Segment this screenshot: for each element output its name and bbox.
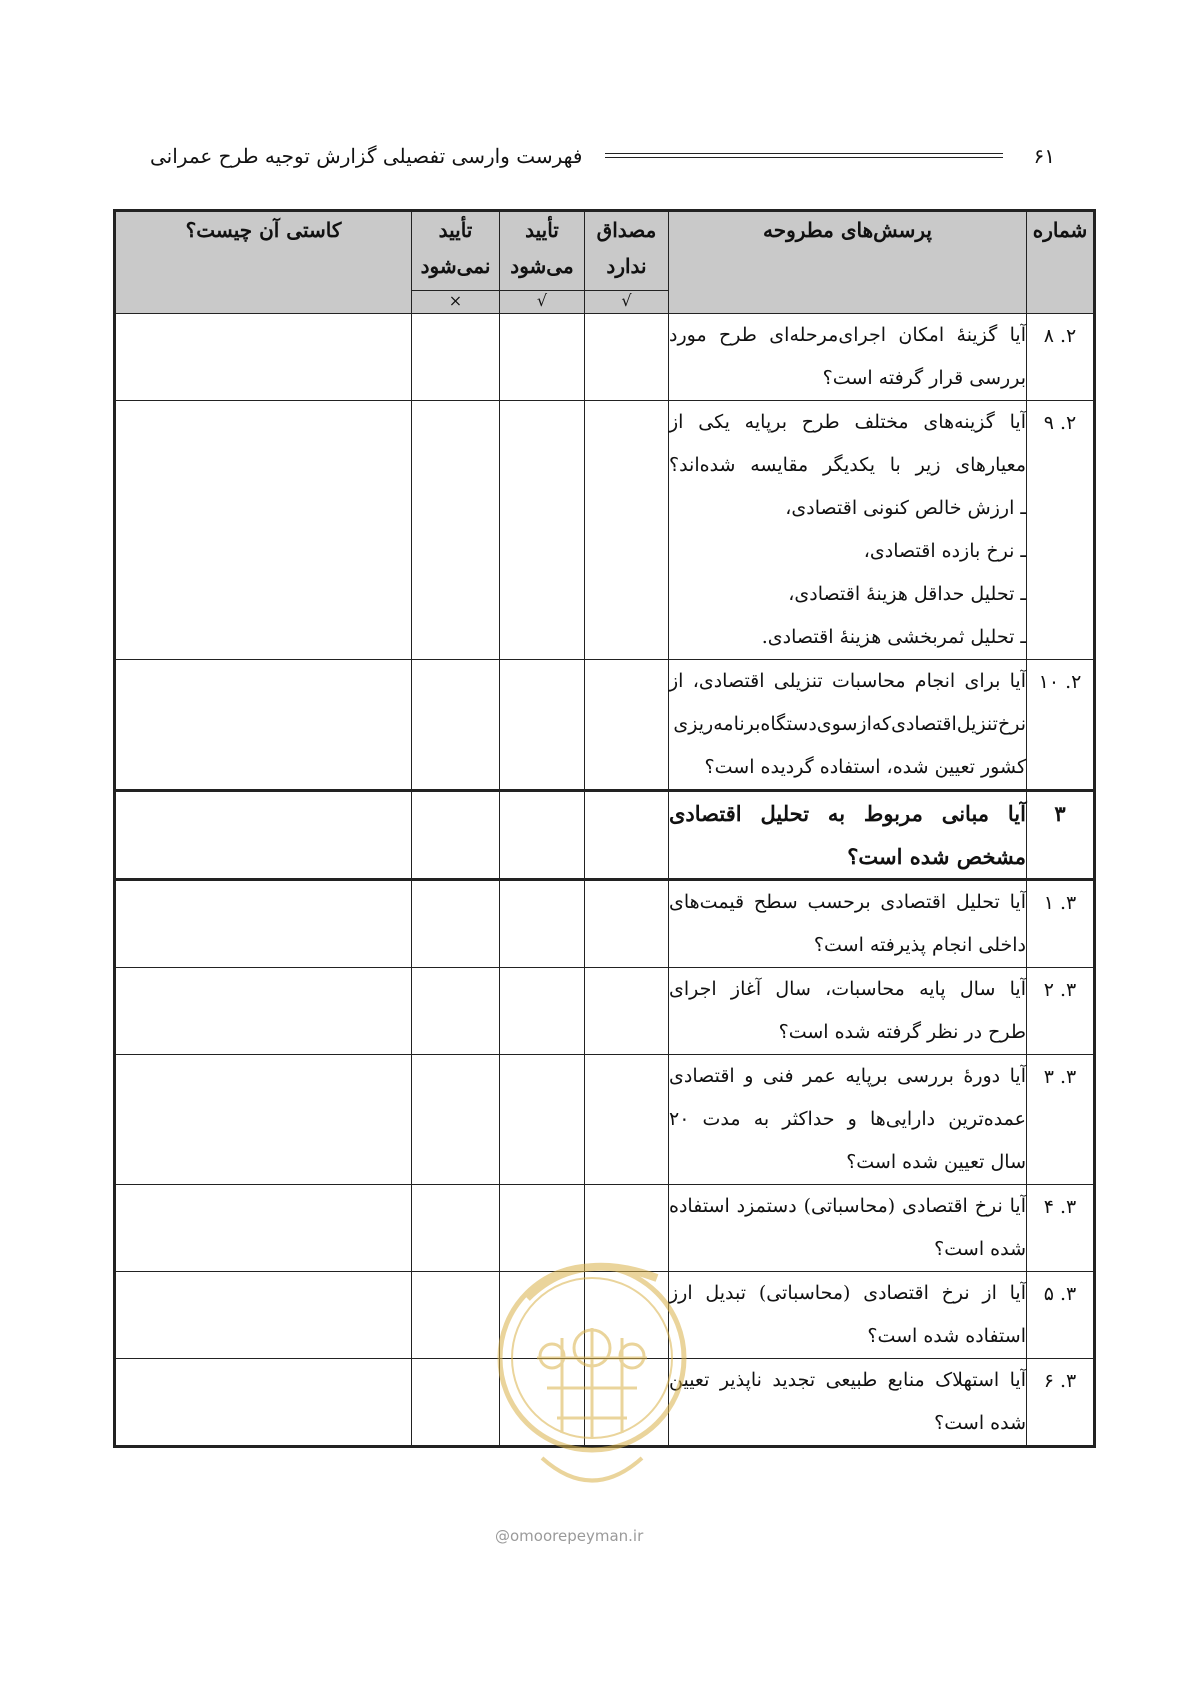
row-number: ۲. ۸ (1027, 314, 1095, 401)
deficiency-cell[interactable] (115, 1359, 412, 1447)
not-applicable-cell[interactable] (585, 1272, 669, 1359)
deficiency-cell[interactable] (115, 660, 412, 791)
deficiency-cell[interactable] (115, 1272, 412, 1359)
table-row (115, 1055, 1095, 1185)
table-row (115, 1185, 1095, 1272)
approved-cell[interactable] (500, 401, 585, 660)
approved-cell[interactable] (500, 660, 585, 791)
row-number: ۳. ۲ (1027, 968, 1095, 1055)
question-line: آیا برای انجام محاسبات تنزیلی اقتصادی، از (669, 670, 1026, 692)
approved-cell[interactable] (500, 880, 585, 968)
question-line: آیا استهلاک منابع طبیعی تجدید ناپذیر تعیین (669, 1369, 1026, 1391)
question-line: آیا گزینۀ امکان اجرای‌مرحله‌ای طرح مورد (669, 324, 1026, 346)
approved-cell[interactable] (500, 791, 585, 880)
table-row (115, 660, 1095, 791)
question-line: کشور تعیین شده، استفاده گردیده است؟ (704, 756, 1026, 778)
deficiency-cell[interactable] (115, 1185, 412, 1272)
col-header-question: پرسش‌های مطروحه (669, 211, 1027, 314)
section-row (115, 791, 1095, 880)
deficiency-cell[interactable] (115, 880, 412, 968)
question-line: آیا نرخ اقتصادی (محاسباتی) دستمزد استفاده (669, 1195, 1026, 1217)
checklist-body (115, 314, 1095, 1447)
header-double-rule (605, 153, 1003, 158)
rejected-cell[interactable] (412, 401, 500, 660)
deficiency-cell[interactable] (115, 1055, 412, 1185)
rejected-cell[interactable] (412, 314, 500, 401)
header-line: می‌شود (510, 254, 574, 278)
deficiency-cell[interactable] (115, 791, 412, 880)
row-number: ۳ (1027, 791, 1095, 880)
col-header-deficiency: کاستی آن چیست؟ (115, 211, 412, 314)
question-line: طرح در نظر گرفته شده است؟ (778, 1021, 1026, 1043)
checklist-table (113, 209, 1096, 1448)
col-header-rejected (412, 211, 500, 291)
not-applicable-cell[interactable] (585, 660, 669, 791)
question-cell (669, 880, 1027, 968)
rejected-cell[interactable] (412, 791, 500, 880)
page-number: ۶۱ (1033, 144, 1055, 168)
page-header (150, 142, 1055, 170)
header-line: ندارد (606, 254, 647, 278)
rejected-cell[interactable] (412, 1055, 500, 1185)
not-applicable-cell[interactable] (585, 1359, 669, 1447)
question-line: آیا مبانی مربوط به تحلیل اقتصادی (669, 801, 1026, 826)
not-applicable-cell[interactable] (585, 880, 669, 968)
header-line: تأیید (438, 218, 473, 242)
header-line: مصداق (596, 218, 657, 242)
rejected-cell[interactable] (412, 968, 500, 1055)
running-title: فهرست وارسی تفصیلی گزارش توجیه طرح عمرانی (150, 144, 583, 168)
table-row (115, 401, 1095, 660)
question-cell (669, 660, 1027, 791)
row-number: ۳. ۳ (1027, 1055, 1095, 1185)
question-line: آیا تحلیل اقتصادی برحسب سطح قیمت‌های (669, 891, 1026, 913)
question-cell (669, 401, 1027, 660)
row-number: ۳. ۶ (1027, 1359, 1095, 1447)
col-header-approved (500, 211, 585, 291)
not-applicable-cell[interactable] (585, 1055, 669, 1185)
col-header-number: شماره (1027, 211, 1095, 314)
question-line: شده است؟ (934, 1412, 1026, 1434)
table-row (115, 968, 1095, 1055)
question-line: شده است؟ (934, 1238, 1026, 1260)
row-number: ۲. ۱۰ (1027, 660, 1095, 791)
question-line: مشخص شده است؟ (847, 844, 1026, 869)
not-applicable-cell[interactable] (585, 314, 669, 401)
deficiency-cell[interactable] (115, 401, 412, 660)
header-line: تأیید (525, 218, 559, 242)
approved-cell[interactable] (500, 1185, 585, 1272)
question-line: ـ تحلیل ثمربخشی هزینۀ اقتصادی. (761, 626, 1026, 648)
approved-cell[interactable] (500, 314, 585, 401)
header-line: نمی‌شود (420, 254, 491, 278)
deficiency-cell[interactable] (115, 968, 412, 1055)
not-applicable-cell[interactable] (585, 401, 669, 660)
question-line: داخلی انجام پذیرفته است؟ (813, 934, 1026, 956)
not-applicable-cell[interactable] (585, 968, 669, 1055)
question-line: بررسی قرار گرفته است؟ (822, 367, 1026, 389)
rejected-cell[interactable] (412, 660, 500, 791)
approved-cell[interactable] (500, 1055, 585, 1185)
cross-mark-symbol: × (412, 291, 500, 314)
question-cell (669, 1055, 1027, 1185)
table-row (115, 1272, 1095, 1359)
question-cell (669, 791, 1027, 880)
question-cell (669, 1185, 1027, 1272)
question-line: ـ نرخ بازده اقتصادی، (863, 540, 1026, 562)
rejected-cell[interactable] (412, 1272, 500, 1359)
question-line: ـ تحلیل حداقل هزینۀ اقتصادی، (788, 583, 1026, 605)
watermark-url: @omoorepeyman.ir (495, 1527, 644, 1545)
approved-cell[interactable] (500, 968, 585, 1055)
question-line: استفاده شده است؟ (867, 1325, 1026, 1347)
table-row (115, 1359, 1095, 1447)
not-applicable-cell[interactable] (585, 791, 669, 880)
row-number: ۳. ۴ (1027, 1185, 1095, 1272)
table-row (115, 880, 1095, 968)
question-cell (669, 314, 1027, 401)
question-line: آیا دورۀ بررسی برپایه عمر فنی و اقتصادی (669, 1065, 1026, 1087)
not-applicable-cell[interactable] (585, 1185, 669, 1272)
table-row (115, 314, 1095, 401)
row-number: ۳. ۵ (1027, 1272, 1095, 1359)
row-number: ۲. ۹ (1027, 401, 1095, 660)
question-line: سال تعیین شده است؟ (846, 1151, 1026, 1173)
question-cell (669, 1272, 1027, 1359)
question-line: ـ ارزش خالص کنونی اقتصادی، (785, 497, 1026, 519)
rejected-cell[interactable] (412, 1185, 500, 1272)
question-line: عمده‌ترین دارایی‌ها و حداکثر به مدت ۲۰ (669, 1108, 1026, 1130)
question-cell (669, 968, 1027, 1055)
approved-cell[interactable] (500, 1359, 585, 1447)
row-number: ۳. ۱ (1027, 880, 1095, 968)
question-line: آیا گزینه‌های مختلف طرح برپایه یکی از (669, 411, 1026, 433)
question-line: نرخ‌تنزیل‌اقتصادی‌که‌ازسوی‌دستگاه‌برنامه‌ریزی (673, 713, 1026, 735)
question-line: آیا از نرخ اقتصادی (محاسباتی) تبدیل ارز (669, 1282, 1026, 1304)
question-line: معیارهای زیر با یکدیگر مقایسه شده‌اند؟ (669, 454, 1026, 476)
deficiency-cell[interactable] (115, 314, 412, 401)
question-line: آیا سال پایه محاسبات، سال آغاز اجرای (669, 978, 1026, 1000)
rejected-cell[interactable] (412, 1359, 500, 1447)
approved-cell[interactable] (500, 1272, 585, 1359)
col-header-not-applicable (585, 211, 669, 291)
check-mark-symbol: √ (500, 291, 585, 314)
check-mark-symbol: √ (585, 291, 669, 314)
rejected-cell[interactable] (412, 880, 500, 968)
question-cell (669, 1359, 1027, 1447)
